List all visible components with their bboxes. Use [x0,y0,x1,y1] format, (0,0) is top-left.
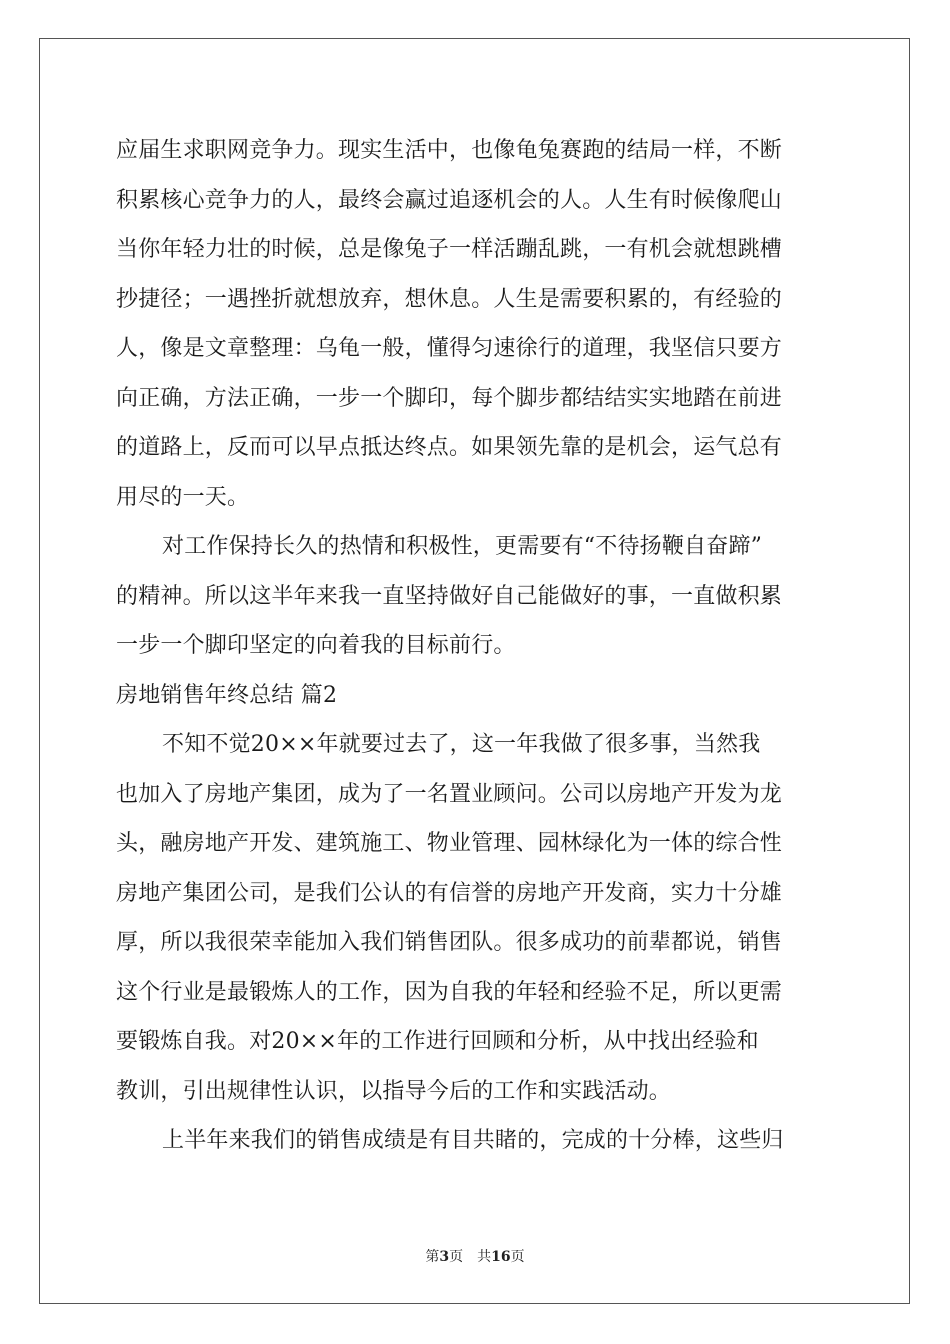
text-line: 人，像是文章整理：乌龟一般，懂得匀速徐行的道理，我坚信只要方 [116,336,783,361]
text-line: 一步一个脚印坚定的向着我的目标前行。 [116,633,516,658]
text-line: 房地销售年终总结 篇2 [116,682,338,708]
text-line: 用尽的一天。 [116,484,250,510]
footer-suffix: 页 [510,1249,525,1265]
text-line: 的道路上，反而可以早点抵达终点。如果领先靠的是机会，运气总有 [116,435,783,460]
footer-prefix: 第 [425,1249,440,1265]
text-line: 当你年轻力壮的时候，总是像兔子一样活蹦乱跳，一有机会就想跳槽 [116,237,783,262]
text-line: 要锻炼自我。对20××年的工作进行回顾和分析，从中找出经验和 [116,1029,759,1054]
document-body [116,126,836,1166]
text-line: 上半年来我们的销售成绩是有目共睹的，完成的十分棒，这些归 [162,1128,784,1153]
text-line: 不知不觉20××年就要过去了，这一年我做了很多事，当然我 [162,732,761,757]
text-line: 积累核心竞争力的人，最终会赢过追逐机会的人。人生有时候像爬山 [116,187,783,213]
text-line: 也加入了房地产集团，成为了一名置业顾问。公司以房地产开发为龙 [116,781,783,807]
current-page-number: 3 [439,1249,450,1265]
total-page-count: 16 [491,1249,511,1265]
footer-mid: 页 共 [449,1249,492,1265]
page-footer [0,1246,950,1266]
text-line: 厚，所以我很荣幸能加入我们销售团队。很多成功的前辈都说，销售 [116,930,783,955]
text-line: 房地产集团公司，是我们公认的有信誉的房地产开发商，实力十分雄 [116,880,783,906]
text-line: 应届生求职网竞争力。现实生活中，也像龟兔赛跑的结局一样，不断 [116,138,783,163]
text-line: 向正确，方法正确，一步一个脚印，每个脚步都结结实实地踏在前进 [116,385,783,411]
text-line: 对工作保持长久的热情和积极性，更需要有“不待扬鞭自奋蹄” [162,534,763,559]
text-line: 头，融房地产开发、建筑施工、物业管理、园林绿化为一体的综合性 [116,831,783,856]
text-line: 的精神。所以这半年来我一直坚持做好自己能做好的事，一直做积累 [116,583,783,609]
text-line: 抄捷径；一遇挫折就想放弃，想休息。人生是需要积累的，有经验的 [116,286,783,312]
text-line: 这个行业是最锻炼人的工作，因为自我的年轻和经验不足，所以更需 [116,979,783,1005]
text-line: 教训，引出规律性认识，以指导今后的工作和实践活动。 [116,1078,672,1104]
